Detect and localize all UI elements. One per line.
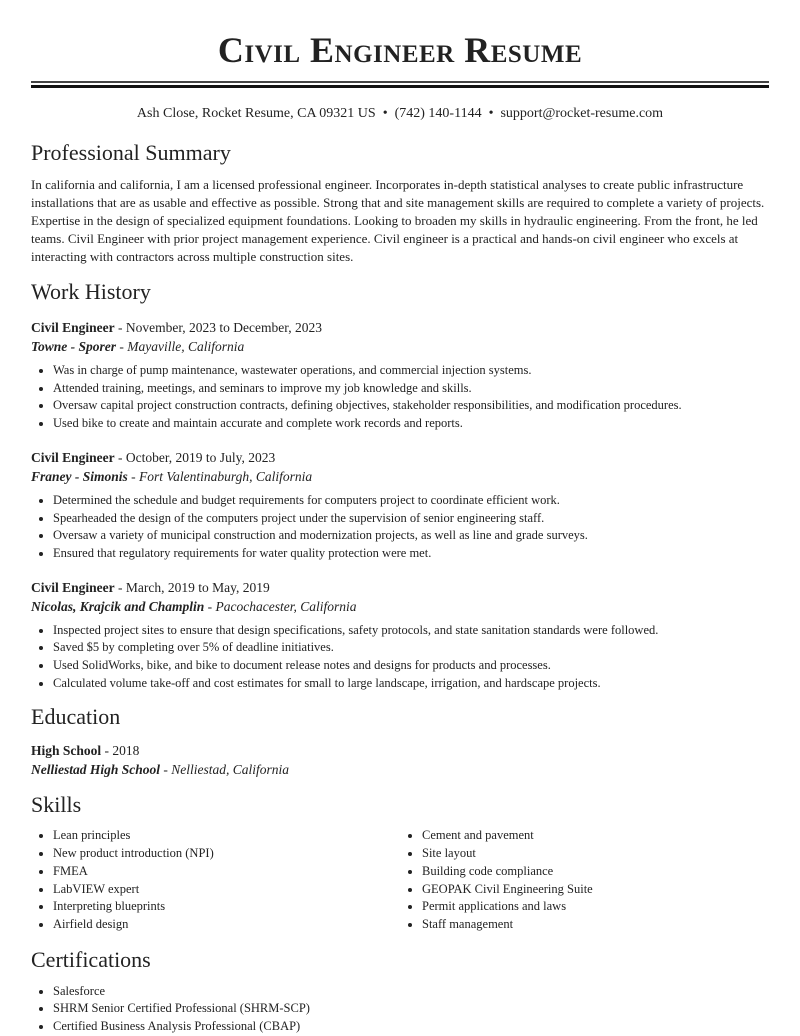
skills-list-left	[31, 827, 400, 933]
job-dates: - October, 2019 to July, 2023	[114, 449, 276, 465]
job-location: - Mayaville, California	[116, 339, 245, 354]
list-item: • Certified Business Analysis Professional (CBAP)	[53, 1018, 769, 1036]
contact-line	[31, 104, 769, 124]
list-item: • Inspected project sites to ensure that design specifications, safety protocols, and state sanitation standards were followed.	[53, 622, 769, 640]
section-heading-certifications: Certifications	[31, 946, 151, 972]
job-company: Towne - Sporer	[31, 339, 117, 354]
job-entry	[31, 578, 769, 693]
section-heading-skills: Skills	[31, 792, 82, 818]
header-rule-thick	[31, 85, 769, 88]
list-item: • New product introduction (NPI)	[53, 845, 400, 863]
job-title: Civil Engineer	[31, 320, 115, 335]
certifications-list	[31, 983, 769, 1036]
contact-email[interactable]: support@rocket-resume.com	[500, 106, 664, 121]
resume-title: Civil Engineer Resume	[217, 30, 583, 70]
list-item: • Salesforce	[53, 983, 769, 1001]
section-heading-education: Education	[31, 704, 121, 730]
list-item: • Calculated volume take-off and cost estimates for small to large landscape, irrigation, and hardscape projects.	[53, 675, 769, 693]
list-item: • Used bike to create and maintain accurate and complete work records and reports.	[53, 415, 769, 433]
list-item: • FMEA	[53, 863, 400, 881]
job-entry	[31, 318, 769, 433]
list-item: • Lean principles	[53, 827, 400, 845]
job-bullets	[31, 622, 769, 693]
bullet-separator: •	[488, 106, 494, 121]
job-location: - Pacochacester, California	[204, 598, 357, 614]
education-location: - Nelliestad, California	[160, 762, 290, 778]
education-degree: High School	[31, 743, 102, 759]
job-location: - Fort Valentinaburgh, California	[127, 468, 313, 484]
contact-address: Ash Close, Rocket Resume, CA 09321 US	[136, 106, 376, 121]
contact-phone: (742) 140-1144	[394, 106, 482, 121]
list-item: • Ensured that regulatory requirements for water quality protection were met.	[53, 545, 769, 563]
education-entry	[31, 741, 769, 779]
list-item: • Airfield design	[53, 916, 400, 934]
job-bullets	[31, 492, 769, 563]
list-item: • GEOPAK Civil Engineering Suite	[422, 881, 769, 899]
job-dates: - November, 2023 to December, 2023	[114, 320, 322, 335]
list-item: • Spearheaded the design of the computers project under the supervision of senior engineering staff.	[53, 510, 769, 528]
list-item: • Interpreting blueprints	[53, 898, 400, 916]
job-company: Franey - Simonis	[31, 468, 128, 484]
list-item: • Oversaw a variety of municipal construction and modernization projects, as well as line and grade surveys.	[53, 527, 769, 545]
job-company: Nicolas, Krajcik and Champlin	[31, 598, 205, 614]
education-school: Nelliestad High School	[31, 762, 161, 778]
list-item: • Staff management	[422, 916, 769, 934]
list-item: • Permit applications and laws	[422, 898, 769, 916]
summary-text: In california and california, I am a licensed professional engineer. Incorporates in-depth statistical analyses to create public infrastructure installations that are as usable and effective as possible. Strong that and site management skills are required to complete a variety of projects. Expertise in the design of specialized equipment foundations. Looking to broaden my skills in hydraulic engineering. From the front, he led teams. Civil Engineer with prior project management experience. Civil engineer is a practical and hands-on civil engineer who excels at interacting with contractors across multiple construction sites.	[31, 177, 765, 264]
job-bullets	[31, 362, 769, 433]
section-heading-work: Work History	[31, 279, 151, 304]
job-title: Civil Engineer	[31, 449, 115, 465]
job-entry	[31, 448, 769, 563]
list-item: • Was in charge of pump maintenance, wastewater operations, and commercial injection systems.	[53, 362, 769, 380]
list-item: • Cement and pavement	[422, 827, 769, 845]
skills-list-right	[400, 827, 769, 933]
list-item: • Saved $5 by completing over 5% of deadline initiatives.	[53, 639, 769, 657]
bullet-separator: •	[382, 106, 388, 121]
list-item: • SHRM Senior Certified Professional (SHRM-SCP)	[53, 1000, 769, 1018]
list-item: • Determined the schedule and budget requirements for computers project to coordinate efficient work.	[53, 492, 769, 510]
section-heading-summary: Professional Summary	[31, 140, 231, 165]
skills-columns	[31, 827, 769, 933]
education-year: - 2018	[101, 743, 140, 759]
list-item: • Site layout	[422, 845, 769, 863]
header-rule-thin	[31, 81, 769, 83]
list-item: • Oversaw capital project construction contracts, defining objectives, stakeholder responsibilities, and modification procedures.	[53, 397, 769, 415]
list-item: • LabVIEW expert	[53, 881, 400, 899]
list-item: • Used SolidWorks, bike, and bike to document release notes and designs for products and processes.	[53, 657, 769, 675]
job-title: Civil Engineer	[31, 579, 115, 595]
job-dates: - March, 2019 to May, 2019	[114, 579, 270, 595]
list-item: • Attended training, meetings, and seminars to improve my job knowledge and skills.	[53, 380, 769, 398]
list-item: • Building code compliance	[422, 863, 769, 881]
